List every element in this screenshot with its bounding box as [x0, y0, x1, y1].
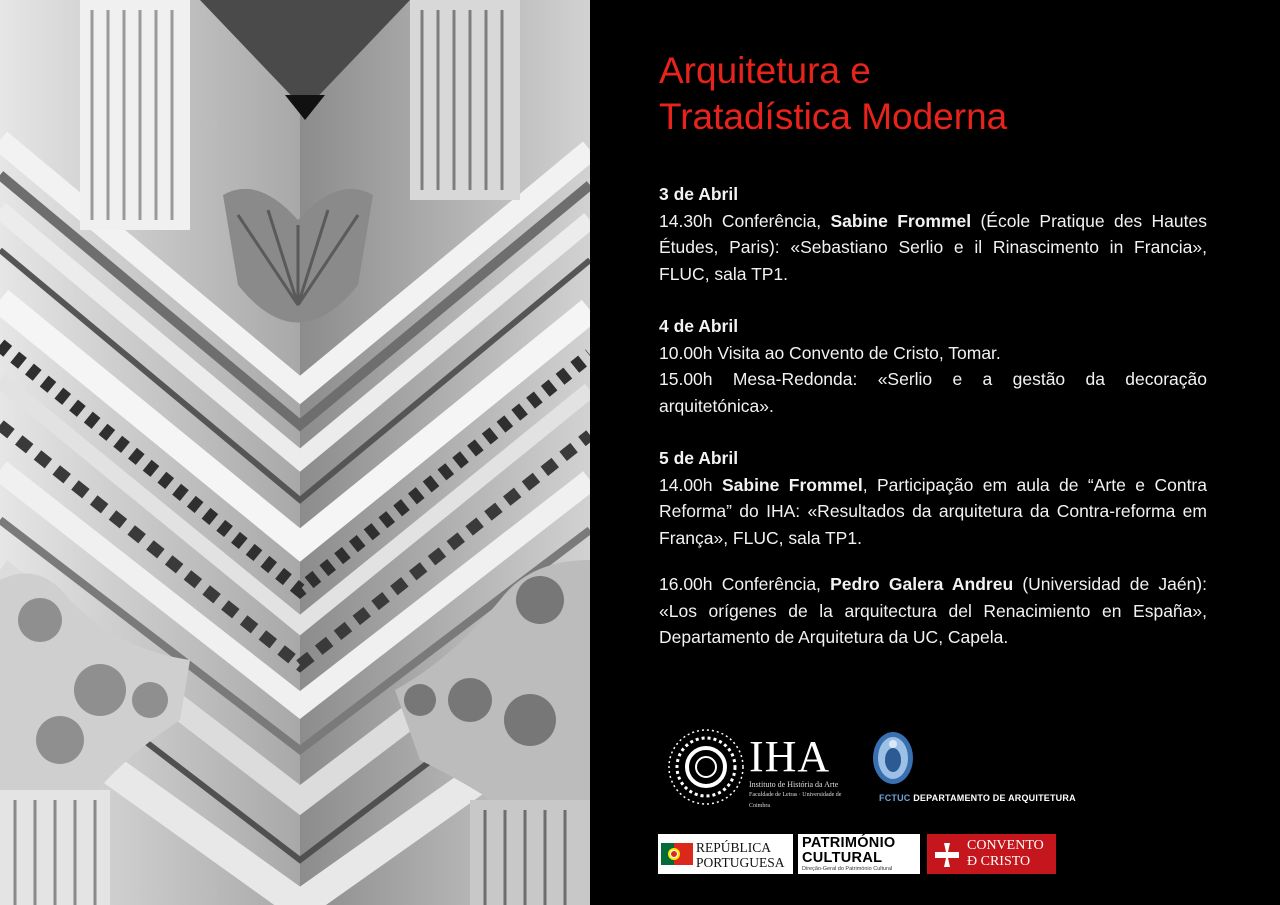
republica-portuguesa-logo	[658, 834, 793, 874]
patrimonio-title	[802, 836, 895, 866]
event-line	[659, 366, 1207, 419]
convento-cristo-logo	[927, 834, 1056, 874]
day-date: 3 de Abril	[659, 184, 739, 204]
architecture-photo	[0, 0, 590, 905]
event-text: 14.00h	[659, 474, 722, 495]
day-block	[659, 181, 1207, 287]
event-line	[659, 472, 1207, 552]
speaker-name: Pedro Galera Andreu	[830, 574, 1014, 594]
event-text: 15.00h Mesa-Redonda: «Serlio e a gestão da decoração arquitetónica».	[659, 369, 1207, 416]
convento-line-2: Đ CRISTO	[967, 854, 1031, 869]
day-block	[659, 445, 1207, 551]
event-text: (Universidad de Jaén): «Los orígenes de la arquitectura del Renacimiento en España», Departamento de Arquitetura da UC, Capela.	[659, 574, 1207, 647]
event-line	[659, 208, 1207, 288]
iha-logo	[667, 728, 842, 809]
speaker-name: Sabine Frommel	[830, 210, 972, 231]
cross-of-christ-icon	[935, 843, 959, 867]
fctuc-caption	[879, 793, 1076, 803]
iha-subtitle-2: Faculdade de Letras · Universidade de Coimbra	[749, 792, 842, 809]
event-line	[659, 340, 1207, 367]
university-seal-icon	[871, 730, 921, 788]
portugal-flag-icon	[661, 843, 693, 865]
event-block	[659, 571, 1207, 651]
schedule	[659, 181, 1207, 651]
event-text: 14.30h Conferência,	[659, 210, 831, 231]
architecture-illustration	[0, 0, 590, 905]
convento-line-1: CONVENTO	[967, 838, 1044, 853]
fctuc-prefix: FCTUC	[879, 793, 911, 803]
patrimonio-line-2: CULTURAL	[802, 850, 883, 866]
event-text: 10.00h Visita ao Convento de Cristo, Tomar.	[659, 342, 1001, 363]
fctuc-logo	[871, 730, 1076, 810]
patrimonio-cultural-logo	[798, 834, 920, 874]
day-block	[659, 313, 1207, 419]
day-date: 4 de Abril	[659, 316, 739, 336]
event-text: (École Pratique des Hautes Études, Paris): «Sebastiano Serlio e il Rinascimento in Francia», FLUC, sala TP1.	[659, 210, 1207, 284]
event-text: , Participação em aula de “Arte e Contra Reforma” do IHA: «Resultados da arquitetura da Contra-reforma em França», FLUC, sala TP1.	[659, 474, 1207, 548]
event-text: 16.00h Conferência,	[659, 574, 831, 594]
republica-line-1: REPÚBLICA	[696, 840, 772, 855]
event-line	[659, 571, 1207, 651]
fctuc-name: DEPARTAMENTO DE ARQUITETURA	[913, 793, 1076, 803]
title-line-2: Tratadística Moderna	[659, 96, 1008, 137]
patrimonio-subtitle: Direção-Geral do Património Cultural	[802, 866, 893, 872]
republica-text	[696, 840, 784, 870]
speaker-name: Sabine Frommel	[721, 474, 863, 495]
iha-wordmark: IHA	[749, 732, 831, 781]
title-line-1: Arquitetura e	[659, 50, 871, 91]
iha-emblem-icon	[667, 728, 745, 806]
patrimonio-line-1: PATRIMÓNIO	[802, 835, 896, 851]
page-title	[659, 48, 1219, 140]
convento-text	[967, 838, 1044, 870]
iha-subtitle	[749, 780, 849, 811]
day-date: 5 de Abril	[659, 448, 739, 468]
republica-line-2: PORTUGUESA	[696, 855, 785, 870]
iha-subtitle-1: Instituto de História da Arte	[749, 780, 839, 789]
